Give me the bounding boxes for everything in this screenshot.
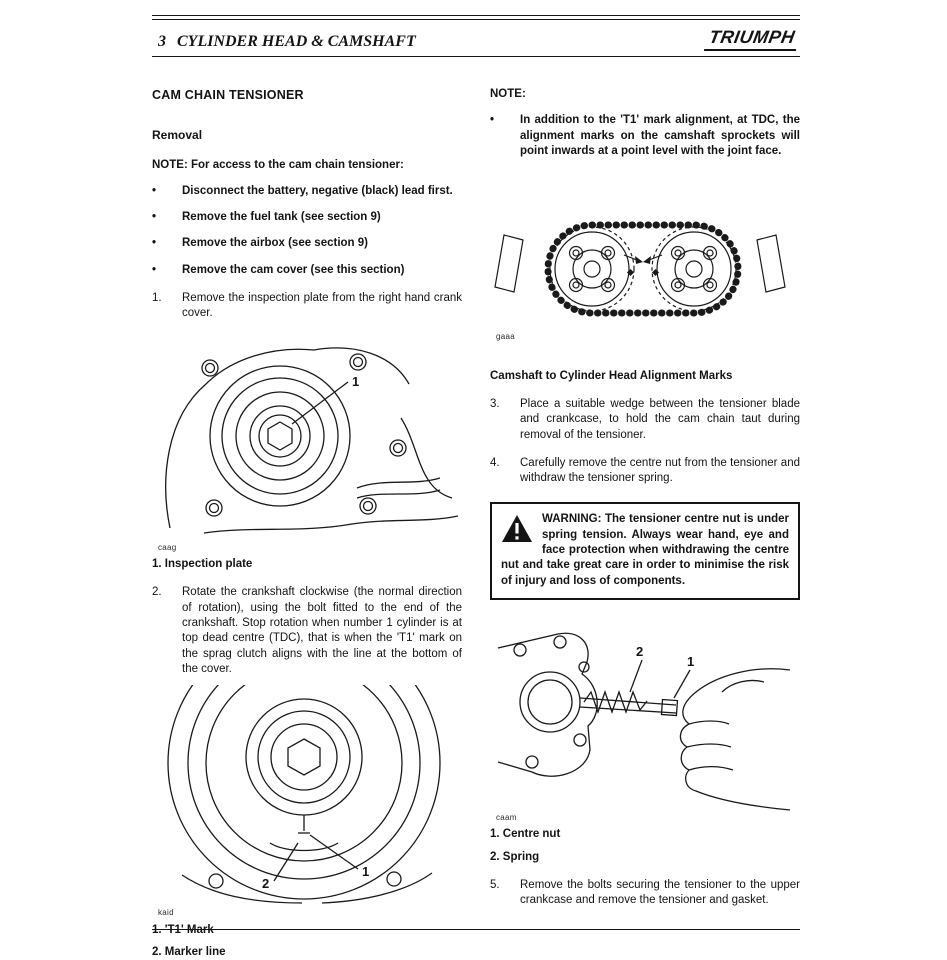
- step-number: 2.: [152, 586, 162, 599]
- bullet-marker: •: [152, 184, 157, 197]
- t1-mark-illustration: [152, 685, 462, 907]
- step-text: Carefully remove the centre nut from the tensioner and withdraw the tensioner spring.: [520, 456, 800, 485]
- figure2-callout-1: 1: [362, 864, 370, 880]
- page-content: [152, 15, 800, 960]
- step-3: [490, 397, 800, 443]
- list-item: [152, 210, 462, 225]
- removal-heading: Removal: [152, 127, 203, 142]
- step-text: Rotate the crankshaft clockwise (the normal direction of rotation), using the bolt fitted to the end of the crankshaft. Stop rotation when number 1 cylinder is at top dead centre (TDC), that is when the 'T1' mark on the sprag clutch aligns with the line at the bottom of the cover.: [182, 586, 462, 675]
- figure-cam-chain: [490, 191, 800, 384]
- figure-code: caag: [158, 542, 177, 552]
- right-column: [490, 79, 800, 960]
- chapter-heading: [158, 33, 416, 51]
- step-number: 4.: [490, 456, 500, 469]
- cam-chain-illustration: [490, 191, 790, 331]
- bullet-marker: •: [152, 263, 157, 276]
- step-number: 3.: [490, 398, 500, 411]
- figure-code: kaid: [158, 908, 174, 918]
- left-column: [152, 79, 462, 960]
- two-column-body: [152, 79, 800, 960]
- figure1-legend-1: 1. Inspection plate: [152, 558, 253, 571]
- list-item: [152, 263, 462, 278]
- list-item: [490, 113, 800, 159]
- bullet-text: Remove the airbox (see section 9): [182, 237, 368, 250]
- step-number: 5.: [490, 879, 500, 892]
- figure-code: caam: [496, 812, 517, 822]
- figure-centre-nut: [490, 612, 800, 865]
- bullet-text: Remove the cam cover (see this section): [182, 263, 405, 276]
- page-header: [152, 20, 800, 57]
- figure2-legend-2: 2. Marker line: [152, 946, 226, 959]
- bullet-text: In addition to the 'T1' mark alignment, at TDC, the alignment marks on the camshaft sprockets will point inwards at a point level with the joint face.: [520, 114, 800, 157]
- figure4-callout-2: 2: [636, 643, 644, 659]
- step-text: Place a suitable wedge between the tensioner blade and crankcase, to hold the cam chain taut during removal of the tensioner.: [520, 398, 800, 441]
- triumph-logo: TRIUMPH: [703, 27, 799, 51]
- centre-nut-illustration: [490, 612, 790, 812]
- section-title: CAM CHAIN TENSIONER: [152, 88, 304, 102]
- warning-text: The tensioner centre nut is under spring tension. Always wear hand, eye and face protection when withdrawing the centre nut and take great care in order to minimise the risk of injury and loss of components.: [501, 513, 789, 587]
- step-number: 1.: [152, 291, 162, 304]
- figure3-caption: Camshaft to Cylinder Head Alignment Marks: [490, 369, 733, 382]
- step-text: Remove the inspection plate from the right hand crank cover.: [182, 291, 462, 320]
- chapter-number: 3: [158, 33, 166, 50]
- figure2-callout-2: 2: [262, 876, 270, 892]
- bullet-text: Disconnect the battery, negative (black) lead first.: [182, 184, 453, 197]
- figure-code: gaaa: [496, 332, 515, 342]
- step-5: [490, 878, 800, 909]
- chapter-title: CYLINDER HEAD & CAMSHAFT: [177, 33, 416, 50]
- step-text: Remove the bolts securing the tensioner to the upper crankcase and remove the tensioner and gasket.: [520, 879, 800, 907]
- figure-inspection-plate: [152, 330, 462, 573]
- bullet-marker: •: [152, 237, 157, 250]
- bullet-marker: •: [152, 211, 157, 224]
- step-2: [152, 585, 462, 677]
- step-4: [490, 456, 800, 487]
- figure-t1-mark: [152, 685, 462, 960]
- figure1-callout-1: 1: [352, 373, 360, 389]
- list-item: [152, 236, 462, 251]
- figure2-legend-1: 1. 'T1' Mark: [152, 923, 214, 936]
- inspection-plate-illustration: [152, 330, 462, 542]
- figure4-legend-2: 2. Spring: [490, 850, 540, 863]
- warning-triangle-icon: [501, 514, 533, 548]
- note-intro: NOTE: For access to the cam chain tensioner:: [152, 158, 404, 171]
- figure4-legend-1: 1. Centre nut: [490, 828, 561, 841]
- list-item: [152, 184, 462, 199]
- warning-box: [490, 502, 800, 599]
- warning-label: WARNING:: [542, 513, 602, 526]
- bottom-rule: [152, 929, 800, 930]
- note-heading: NOTE:: [490, 88, 526, 100]
- bullet-marker: •: [490, 114, 495, 127]
- figure4-callout-1: 1: [687, 653, 695, 669]
- bullet-text: Remove the fuel tank (see section 9): [182, 211, 381, 224]
- step-1: [152, 291, 462, 322]
